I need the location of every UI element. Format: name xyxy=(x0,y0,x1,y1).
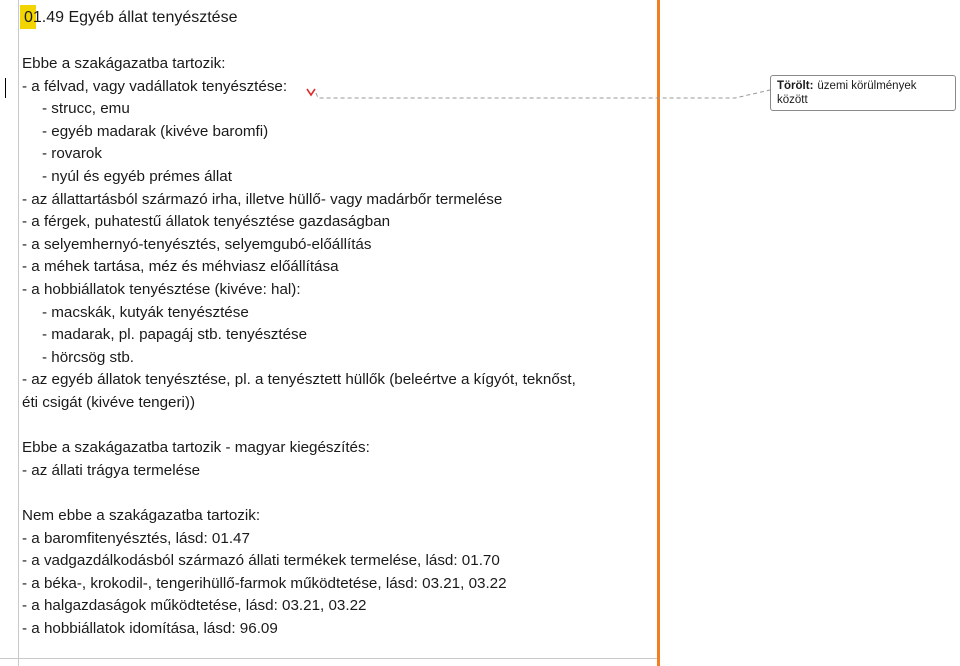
document-line[interactable]: - a baromfitenyésztés, lásd: 01.47 xyxy=(22,529,250,547)
document-line[interactable]: - rovarok xyxy=(42,145,102,163)
deleted-text: üzemi körülmények között xyxy=(777,80,917,106)
document-line[interactable]: - macskák, kutyák tenyésztése xyxy=(42,303,249,321)
document-line[interactable]: - az állattartásból származó irha, illetve hüllő- vagy madárbőr termelése xyxy=(22,190,503,208)
document-line[interactable]: - a selyemhernyó-tenyésztés, selyemgubó-előállítás xyxy=(22,235,372,253)
page-bottom-rule xyxy=(0,658,660,659)
document-line[interactable]: - a hobbiállatok idomítása, lásd: 96.09 xyxy=(22,620,278,637)
document-title[interactable]: 01.49 Egyéb állat tenyésztése xyxy=(24,9,238,26)
document-line[interactable]: - az állati trágya termelése xyxy=(22,461,201,479)
deletion-mark-icon[interactable] xyxy=(306,87,316,97)
page-margin-line xyxy=(18,0,19,666)
document-line[interactable]: - hörcsög stb. xyxy=(42,348,135,366)
document-line[interactable]: - a méhek tartása, méz és méhviasz előállítása xyxy=(22,258,339,276)
document-line[interactable]: - az egyéb állatok tenyésztése, pl. a tenyésztett hüllők (beleértve a kígyót, teknőst, xyxy=(22,371,576,389)
document-line[interactable]: - a halgazdaságok működtetése, lásd: 03.21, 03.22 xyxy=(22,597,367,615)
tracked-change-balloon[interactable] xyxy=(770,75,956,111)
document-line[interactable]: - a félvad, vagy vadállatok tenyésztése: xyxy=(22,77,288,95)
document-line[interactable]: - a férgek, puhatestű állatok tenyésztése gazdaságban xyxy=(22,213,391,231)
document-line[interactable]: - strucc, emu xyxy=(42,100,130,118)
deleted-label: Törölt: xyxy=(777,80,814,92)
document-line[interactable]: - egyéb madarak (kivéve baromfi) xyxy=(42,122,269,140)
document-line[interactable]: Ebbe a szakágazatba tartozik - magyar kiegészítés: xyxy=(22,439,370,457)
document-line[interactable]: - nyúl és egyéb prémes állat xyxy=(42,168,232,185)
text-cursor xyxy=(5,78,6,98)
document-line[interactable]: - a béka-, krokodil-, tengerihüllő-farmok működtetése, lásd: 03.21, 03.22 xyxy=(22,574,507,592)
document-line[interactable]: Nem ebbe a szakágazatba tartozik: xyxy=(22,507,261,524)
document-line[interactable]: - a hobbiállatok tenyésztése (kivéve: hal): xyxy=(22,281,301,298)
document-line[interactable]: - a vadgazdálkodásból származó állati termékek termelése, lásd: 01.70 xyxy=(22,552,500,570)
document-line[interactable]: éti csigát (kivéve tengeri)) xyxy=(22,394,196,411)
page-right-border xyxy=(657,0,660,666)
document-line[interactable]: - madarak, pl. papagáj stb. tenyésztése xyxy=(42,326,308,344)
document-line[interactable]: Ebbe a szakágazatba tartozik: xyxy=(22,55,226,72)
